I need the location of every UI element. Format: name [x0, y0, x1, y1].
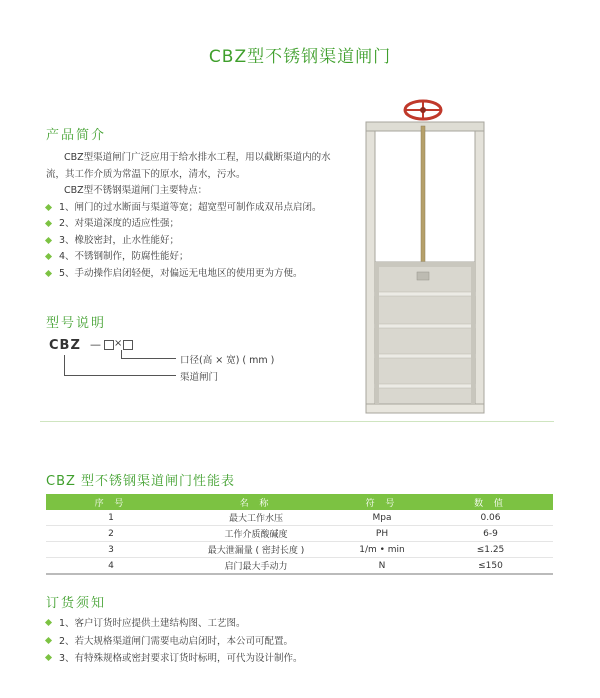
- table-header-row: [46, 494, 553, 510]
- table-cell: 1/m • min: [336, 542, 428, 558]
- ordering-item: 3、有特殊规格或密封要求订货时标明，可代为设计制作。: [46, 650, 546, 668]
- bullet-icon: [45, 636, 52, 643]
- table-row: [46, 526, 553, 542]
- type-label: 渠道闸门: [180, 372, 219, 383]
- table-cell: 0.06: [428, 510, 553, 526]
- table-cell: 1: [46, 510, 176, 526]
- height-box: [104, 340, 114, 350]
- leader-line: [121, 358, 176, 359]
- ordering-item: 2、若大规格渠道闸门需要电动启闭时，本公司可配置。: [46, 633, 546, 651]
- column-header: 符 号: [336, 494, 428, 510]
- section-divider: [40, 421, 554, 422]
- table-cell: Mpa: [336, 510, 428, 526]
- column-header: 序 号: [46, 494, 176, 510]
- ordering-notes: [46, 615, 546, 668]
- handwheel-icon: [405, 101, 441, 119]
- bullet-icon: [45, 220, 52, 227]
- gate-illustration: [360, 96, 490, 416]
- model-code: CBZ: [49, 338, 81, 353]
- size-label: 口径(高 × 宽) ( mm ): [180, 355, 275, 366]
- leader-line: [64, 355, 65, 376]
- bullet-icon: [45, 203, 52, 210]
- bullet-icon: [45, 269, 52, 276]
- performance-table: [46, 494, 553, 575]
- intro-section: [46, 150, 346, 282]
- table-heading: CBZ 型不锈钢渠道闸门性能表: [46, 474, 236, 489]
- leader-line: [64, 375, 176, 376]
- bullet-icon: [45, 236, 52, 243]
- table-cell: 最大工作水压: [176, 510, 336, 526]
- feature-item: 1、闸门的过水断面与渠道等宽；超宽型可制作成双吊点启闭。: [46, 200, 346, 217]
- table-cell: 3: [46, 542, 176, 558]
- table-cell: 启门最大手动力: [176, 558, 336, 575]
- table-cell: ≤150: [428, 558, 553, 575]
- bullet-icon: [45, 654, 52, 661]
- model-dash: —: [90, 338, 101, 351]
- ordering-item: 1、客户订货时应提供土建结构图、工艺图。: [46, 615, 546, 633]
- intro-heading: 产品简介: [46, 128, 107, 143]
- feature-item: 5、手动操作启闭轻便，对偏远无电地区的使用更为方便。: [46, 266, 346, 283]
- intro-features-title: CBZ型不锈钢渠道闸门主要特点：: [64, 185, 208, 196]
- times-sign: ×: [114, 338, 123, 349]
- column-header: 名 称: [176, 494, 336, 510]
- width-box: [123, 340, 133, 350]
- table-cell: 工作介质酸碱度: [176, 526, 336, 542]
- page-title: CBZ型不锈钢渠道闸门: [208, 47, 392, 67]
- bullet-icon: [45, 253, 52, 260]
- table-cell: 2: [46, 526, 176, 542]
- table-cell: PH: [336, 526, 428, 542]
- feature-item: 3、橡胶密封，止水性能好；: [46, 233, 346, 250]
- model-heading: 型号说明: [46, 316, 107, 331]
- gate-drawing: [360, 96, 490, 416]
- feature-item: 2、对渠道深度的适应性强；: [46, 216, 346, 233]
- ordering-heading: 订货须知: [46, 596, 107, 611]
- table-row: [46, 558, 553, 575]
- feature-item: 4、不锈钢制作，防腐性能好；: [46, 249, 346, 266]
- table-row: [46, 510, 553, 526]
- intro-paragraph: CBZ型渠道闸门广泛应用于给水排水工程，用以截断渠道内的水流，其工作介质为常温下的原水，清水，污水。: [46, 152, 331, 180]
- table-cell: N: [336, 558, 428, 575]
- column-header: 数 值: [428, 494, 553, 510]
- table-cell: 最大泄漏量 ( 密封长度 ): [176, 542, 336, 558]
- table-row: [46, 542, 553, 558]
- table-cell: ≤1.25: [428, 542, 553, 558]
- bullet-icon: [45, 619, 52, 626]
- table-cell: 6-9: [428, 526, 553, 542]
- table-cell: 4: [46, 558, 176, 575]
- model-diagram: [46, 338, 326, 398]
